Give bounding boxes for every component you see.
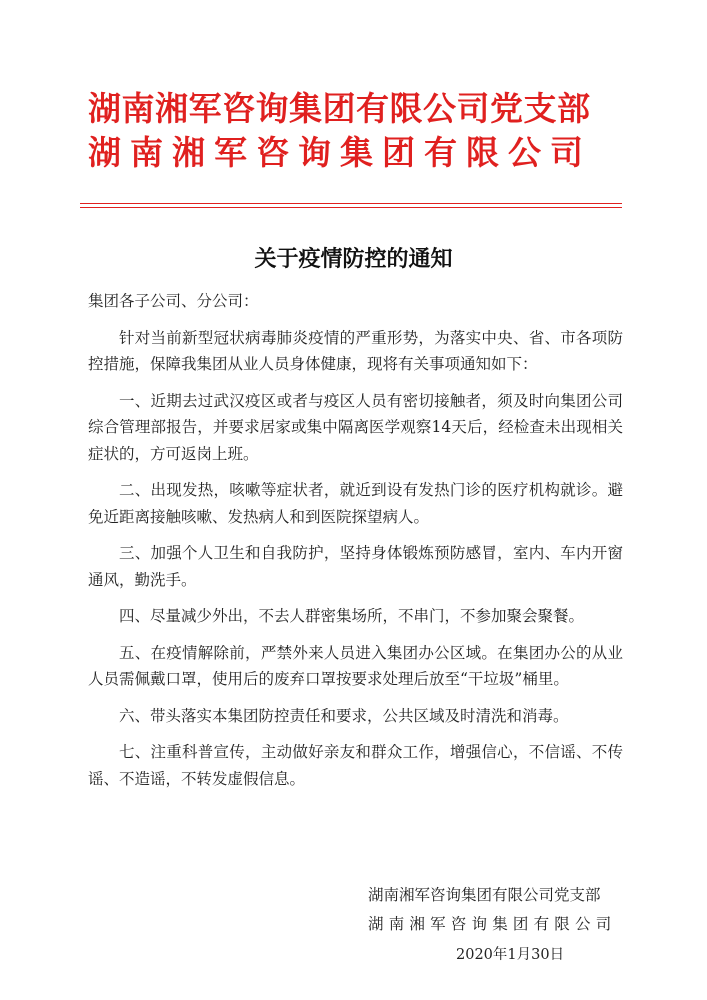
document-title: 关于疫情防控的通知	[254, 246, 453, 272]
addressee: 集团各子公司、分公司：	[88, 292, 259, 310]
paragraph-intro: 针对当前新型冠状病毒肺炎疫情的严重形势，为落实中央、省、市各项防控措施，保障我集团从业人员身体健康，现将有关事项通知如下：	[88, 328, 623, 373]
letterhead	[88, 88, 628, 174]
header-rule-bottom	[80, 207, 622, 208]
signature-company: 湖南湘军咨询集团有限公司	[368, 915, 617, 933]
paragraph-item-2: 二、出现发热，咳嗽等症状者，就近到设有发热门诊的医疗机构就诊。避免近距离接触咳嗽、发热病人和到医院探望病人。	[88, 481, 623, 526]
header-rule-top	[80, 203, 622, 204]
paragraph-item-6: 六、带头落实本集团防控责任和要求，公共区域及时清洗和消毒。	[119, 706, 569, 725]
paragraph-item-3: 三、加强个人卫生和自我防护，坚持身体锻炼预防感冒，室内、车内开窗通风，勤洗手。	[88, 544, 623, 589]
paragraph-item-7: 七、注重科普宣传，主动做好亲友和群众工作，增强信心，不信谣、不传谣、不造谣，不转发虚假信息。	[88, 743, 623, 788]
signature-party-branch: 湖南湘军咨询集团有限公司党支部	[368, 886, 601, 904]
paragraph-item-5: 五、在疫情解除前，严禁外来人员进入集团办公区域。在集团办公的从业人员需佩戴口罩，使用后的废弃口罩按要求处理后放至“干垃圾”桶里。	[88, 643, 623, 688]
letterhead-party-branch: 湖南湘军咨询集团有限公司党支部	[88, 89, 591, 128]
paragraph-item-4: 四、尽量减少外出，不去人群密集场所，不串门，不参加聚会聚餐。	[119, 607, 585, 625]
letterhead-company: 湖南湘军咨询集团有限公司	[88, 133, 592, 172]
paragraph-item-1: 一、近期去过武汉疫区或者与疫区人员有密切接触者，须及时向集团公司综合管理部报告，并要求居家或集中隔离医学观察14天后，经检查未出现相关症状的，方可返岗上班。	[88, 391, 623, 463]
document-body	[88, 288, 623, 802]
signature-date: 2020年1月30日	[456, 947, 565, 963]
